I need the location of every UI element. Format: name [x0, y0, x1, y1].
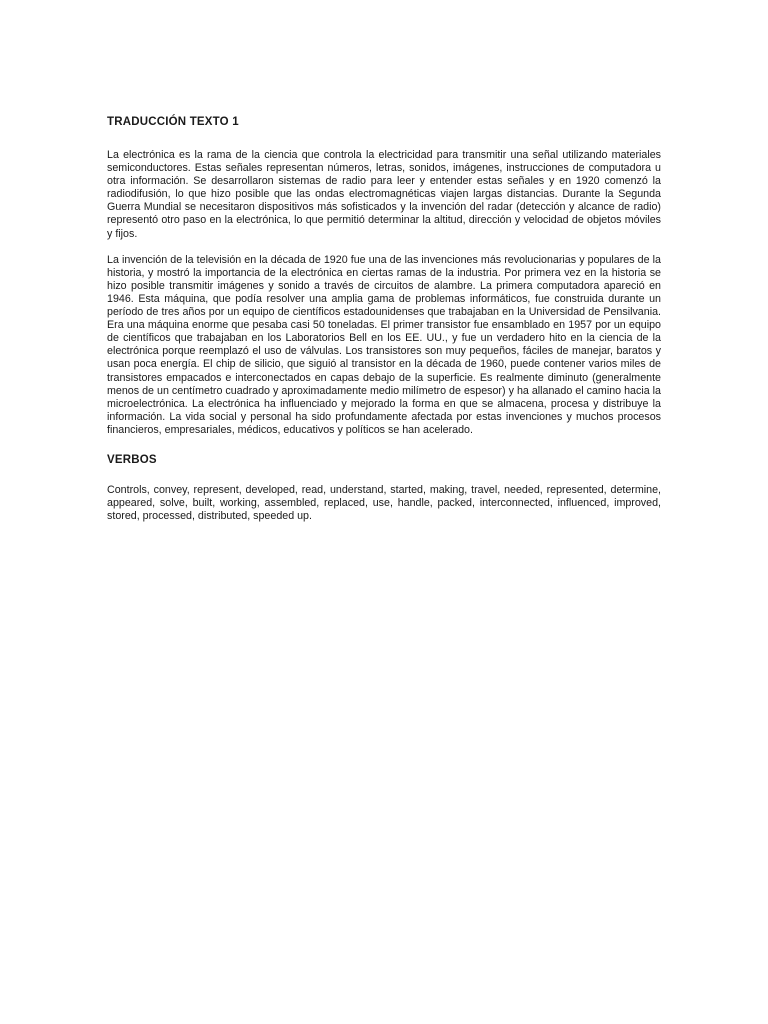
section-heading-traduccion: TRADUCCIÓN TEXTO 1	[107, 116, 239, 128]
paragraph-invencion-television: La invención de la televisión en la década de 1920 fue una de las invenciones más revolucionarias y populares de la historia, y mostró la importancia de la electrónica en ciertas ramas de la industria. Por primera vez en la historia se hizo posible transmitir imágenes y sonido a través de circuitos de alambre. La primera computadora apareció en 1946. Esta máquina, que podía resolver una amplia gama de problemas informáticos, fue construida durante un período de tres años por un equipo de científicos estadounidenses que trabajaban en la Universidad de Pensilvania. Era una máquina enorme que pesaba casi 50 toneladas. El primer transistor fue ensamblado en 1957 por un equipo de científicos que trabajaban en los Laboratorios Bell en los EE. UU., y fue un verdadero hito en la ciencia de la electrónica porque reemplazó el uso de válvulas. Los transistores son muy pequeños, fáciles de manejar, baratos y usan poca energía. El chip de silicio, que siguió al transistor en la década de 1960, puede contener varios miles de transistores empacados e interconectados en capas debajo de la superficie. Es realmente diminuto (generalmente menos de un centímetro cuadrado y aproximadamente medio milímetro de espesor) y ha allanado el camino hacia la microelectrónica. La electrónica ha influenciado y mejorado la forma en que se almacena, procesa y distribuye la información. La vida social y personal ha sido profundamente afectada por estas invenciones y muchos procesos financieros, empresariales, médicos, educativos y políticos se han acelerado.	[107, 253, 661, 436]
document-content	[107, 115, 661, 523]
section-heading-verbos: VERBOS	[107, 453, 157, 466]
paragraph-electronica: La electrónica es la rama de la ciencia que controla la electricidad para transmitir una señal utilizando materiales semiconductores. Estas señales representan números, letras, sonidos, imágenes, instrucciones de computadora u otra información. Se desarrollaron sistemas de radio para leer y entender estas señales y en 1920 comenzó la radiodifusión, lo que hizo posible que las ondas electromagnéticas viajen largas distancias. Durante la Segunda Guerra Mundial se necesitaron dispositivos más sofisticados y la invención del radar (detección y alcance de radio) representó otro paso en la electrónica, lo que permitió determinar la altitud, dirección y velocidad de objetos móviles y fijos.	[107, 149, 661, 240]
verbs-list: Controls, convey, represent, developed, read, understand, started, making, travel, needed, represented, determine, appeared, solve, built, working, assembled, replaced, use, handle, packed, interconnected, influenced, improved, stored, processed, distributed, speeded up.	[107, 483, 661, 523]
